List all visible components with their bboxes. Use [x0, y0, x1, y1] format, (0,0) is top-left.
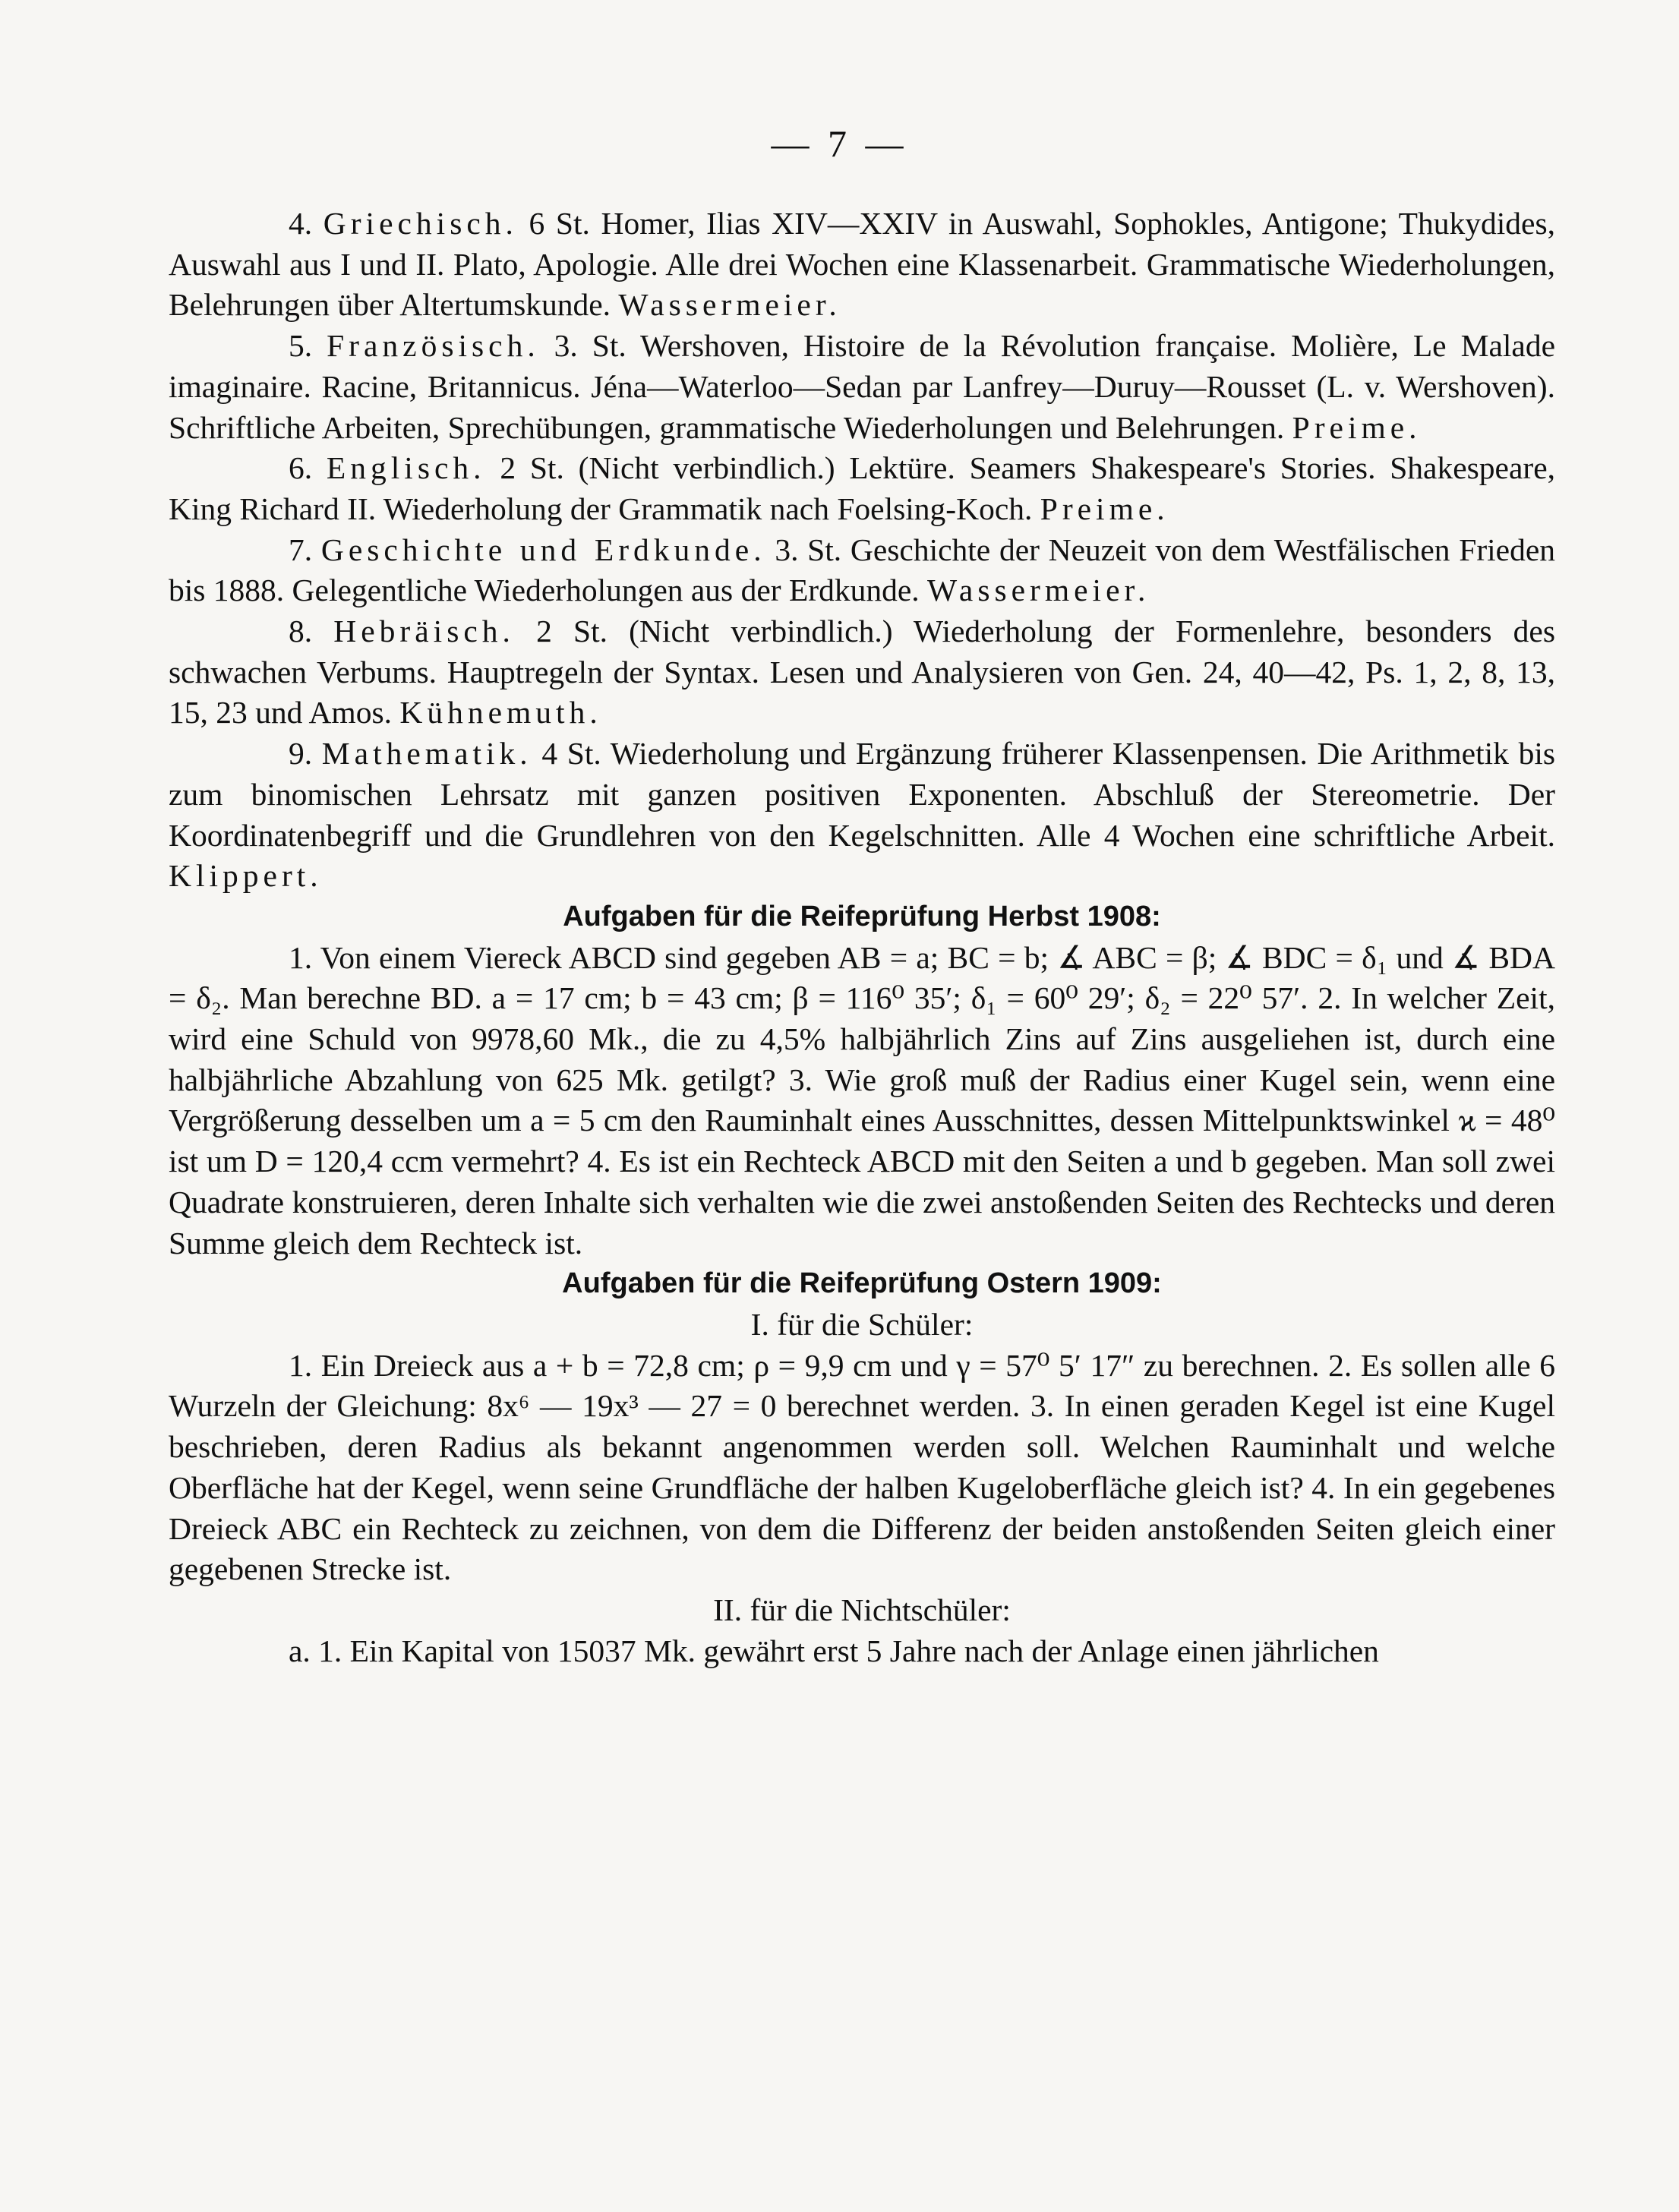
section-text: 4 St. Wiederholung und Ergänzung früherer Klassenpensen. Die Arithmetik bis zum binomischen Lehrsatz mit ganzen positiven Exponenten. Abschluß der Stereometrie. Der Koordinatenbegriff und die Grundlehren von den Kegelschnitten. Alle 4 Wochen eine schriftliche Arbeit.	[169, 736, 1556, 853]
tasks-schueler: 1. Ein Dreieck aus a + b = 72,8 cm; ρ = 9,9 cm und γ = 57⁰ 5′ 17″ zu berechnen. 2. Es sollen alle 6 Wurzeln der Gleichung: 8x⁶ — 19x³ — 27 = 0 berechnet werden. 3. In einen geraden Kegel ist eine Kugel beschrieben, deren Radius als bekannt angenommen werden soll. Welchen Rauminhalt und welche Oberfläche hat der Kegel, wenn seine Grundfläche der halben Kugeloberfläche gleich ist? 4. In ein gegebenes Dreieck ABC ein Rechteck zu zeichnen, von dem die Differenz der beiden anstoßenden Seiten gleich einer gegebenen Strecke ist.	[169, 1347, 1555, 1587]
section-text: 2 St. (Nicht verbindlich.) Wiederholung der Formenlehre, besonders des schwachen Verbums. Hauptregeln der Syntax. Lesen und Analysieren von Gen. 24, 40—42, Ps. 1, 2, 8, 13, 15, 23 und Amos.	[169, 614, 1556, 730]
section-teacher: Kühnemuth.	[399, 695, 602, 730]
section-teacher: Klippert.	[169, 858, 323, 894]
subheading-nichtschueler: II. für die Nichtschüler:	[713, 1592, 1011, 1627]
tasks-nichtschueler: a. 1. Ein Kapital von 15037 Mk. gewährt erst 5 Jahre nach der Anlage einen jährlichen	[289, 1633, 1379, 1668]
section-text: 3. St. Wershoven, Histoire de la Révolution française. Molière, Le Malade imaginaire. Racine, Britannicus. Jéna—Waterloo—Sedan par Lanfrey—Duruy—Rousset (L. v. Wershoven). Schriftliche Arbeiten, Sprechübungen, grammatische Wiederholungen und Belehrungen.	[169, 328, 1556, 445]
section-teacher: Preime.	[1040, 491, 1169, 526]
section-text: 6 St. Homer, Ilias XIV—XXIV in Auswahl, Sophokles, Antigone; Thukydides, Auswahl aus I und II. Plato, Apologie. Alle drei Wochen eine Klassenarbeit. Grammatische Wiederholungen, Belehrungen über Altertumskunde.	[169, 206, 1555, 323]
heading-herbst-1908: Aufgaben für die Reifeprüfung Herbst 1908:	[563, 900, 1161, 932]
section-teacher: Wassermeier.	[618, 287, 841, 323]
section-number: 5.	[289, 328, 313, 364]
section-subject: Hebräisch.	[333, 614, 515, 649]
section-griechisch	[169, 204, 1555, 326]
section-geschichte	[169, 530, 1555, 611]
section-subject: Geschichte und Erdkunde.	[320, 532, 766, 567]
section-number: 4.	[289, 206, 313, 241]
section-subject: Französisch.	[327, 328, 540, 364]
section-mathematik	[169, 734, 1555, 897]
section-subject: Englisch.	[326, 450, 486, 486]
page-number: — 7 —	[771, 122, 908, 165]
heading-ostern-1909: Aufgaben für die Reifeprüfung Ostern 1909:	[562, 1267, 1162, 1300]
section-number: 8.	[289, 614, 313, 649]
page-body	[169, 204, 1555, 1671]
section-teacher: Wassermeier.	[927, 573, 1150, 608]
tasks-herbst-1908: 1. Von einem Viereck ABCD sind gegeben AB = a; BC = b; ∡ ABC = β; ∡ BDC = δ₁ und ∡ BDA = δ₂. Man berechne BD. a = 17 cm; b = 43 cm; β = 116⁰ 35′; δ₁ = 60⁰ 29′; δ₂ = 22⁰ 57′. 2. In welcher Zeit, wird eine Schuld von 9978,60 Mk., die zu 4,5% halbjährlich Zins auf Zins ausgeliehen ist, durch eine halbjährliche Abzahlung von 625 Mk. getilgt? 3. Wie groß muß der Radius einer Kugel sein, wenn eine Vergrößerung desselben um a = 5 cm den Rauminhalt eines Ausschnittes, dessen Mittelpunktswinkel ϰ = 48⁰ ist um D = 120,4 ccm vermehrt? 4. Es ist ein Rechteck ABCD mit den Seiten a und b gegeben. Man soll zwei Quadrate konstruieren, deren Inhalte sich verhalten wie die zwei anstoßenden Seiten des Rechtecks und deren Summe gleich dem Rechteck ist.	[169, 939, 1555, 1261]
section-number: 7.	[289, 532, 313, 567]
section-franzoesisch	[169, 326, 1555, 448]
section-number: 9.	[289, 736, 313, 772]
section-subject: Mathematik.	[321, 736, 532, 772]
section-text: 3. St. Geschichte der Neuzeit von dem Westfälischen Frieden bis 1888. Gelegentliche Wiederholungen aus der Erdkunde.	[169, 532, 1556, 608]
section-englisch	[169, 448, 1555, 529]
section-hebraeisch	[169, 611, 1555, 734]
section-teacher: Preime.	[1292, 409, 1422, 445]
subheading-schueler: I. für die Schüler:	[750, 1306, 974, 1342]
section-number: 6.	[289, 450, 313, 486]
section-text: 2 St. (Nicht verbindlich.) Lektüre. Seamers Shakespeare's Stories. Shakespeare, King Richard II. Wiederholung der Grammatik nach Foelsing-Koch.	[169, 450, 1555, 526]
section-subject: Griechisch.	[323, 206, 518, 241]
